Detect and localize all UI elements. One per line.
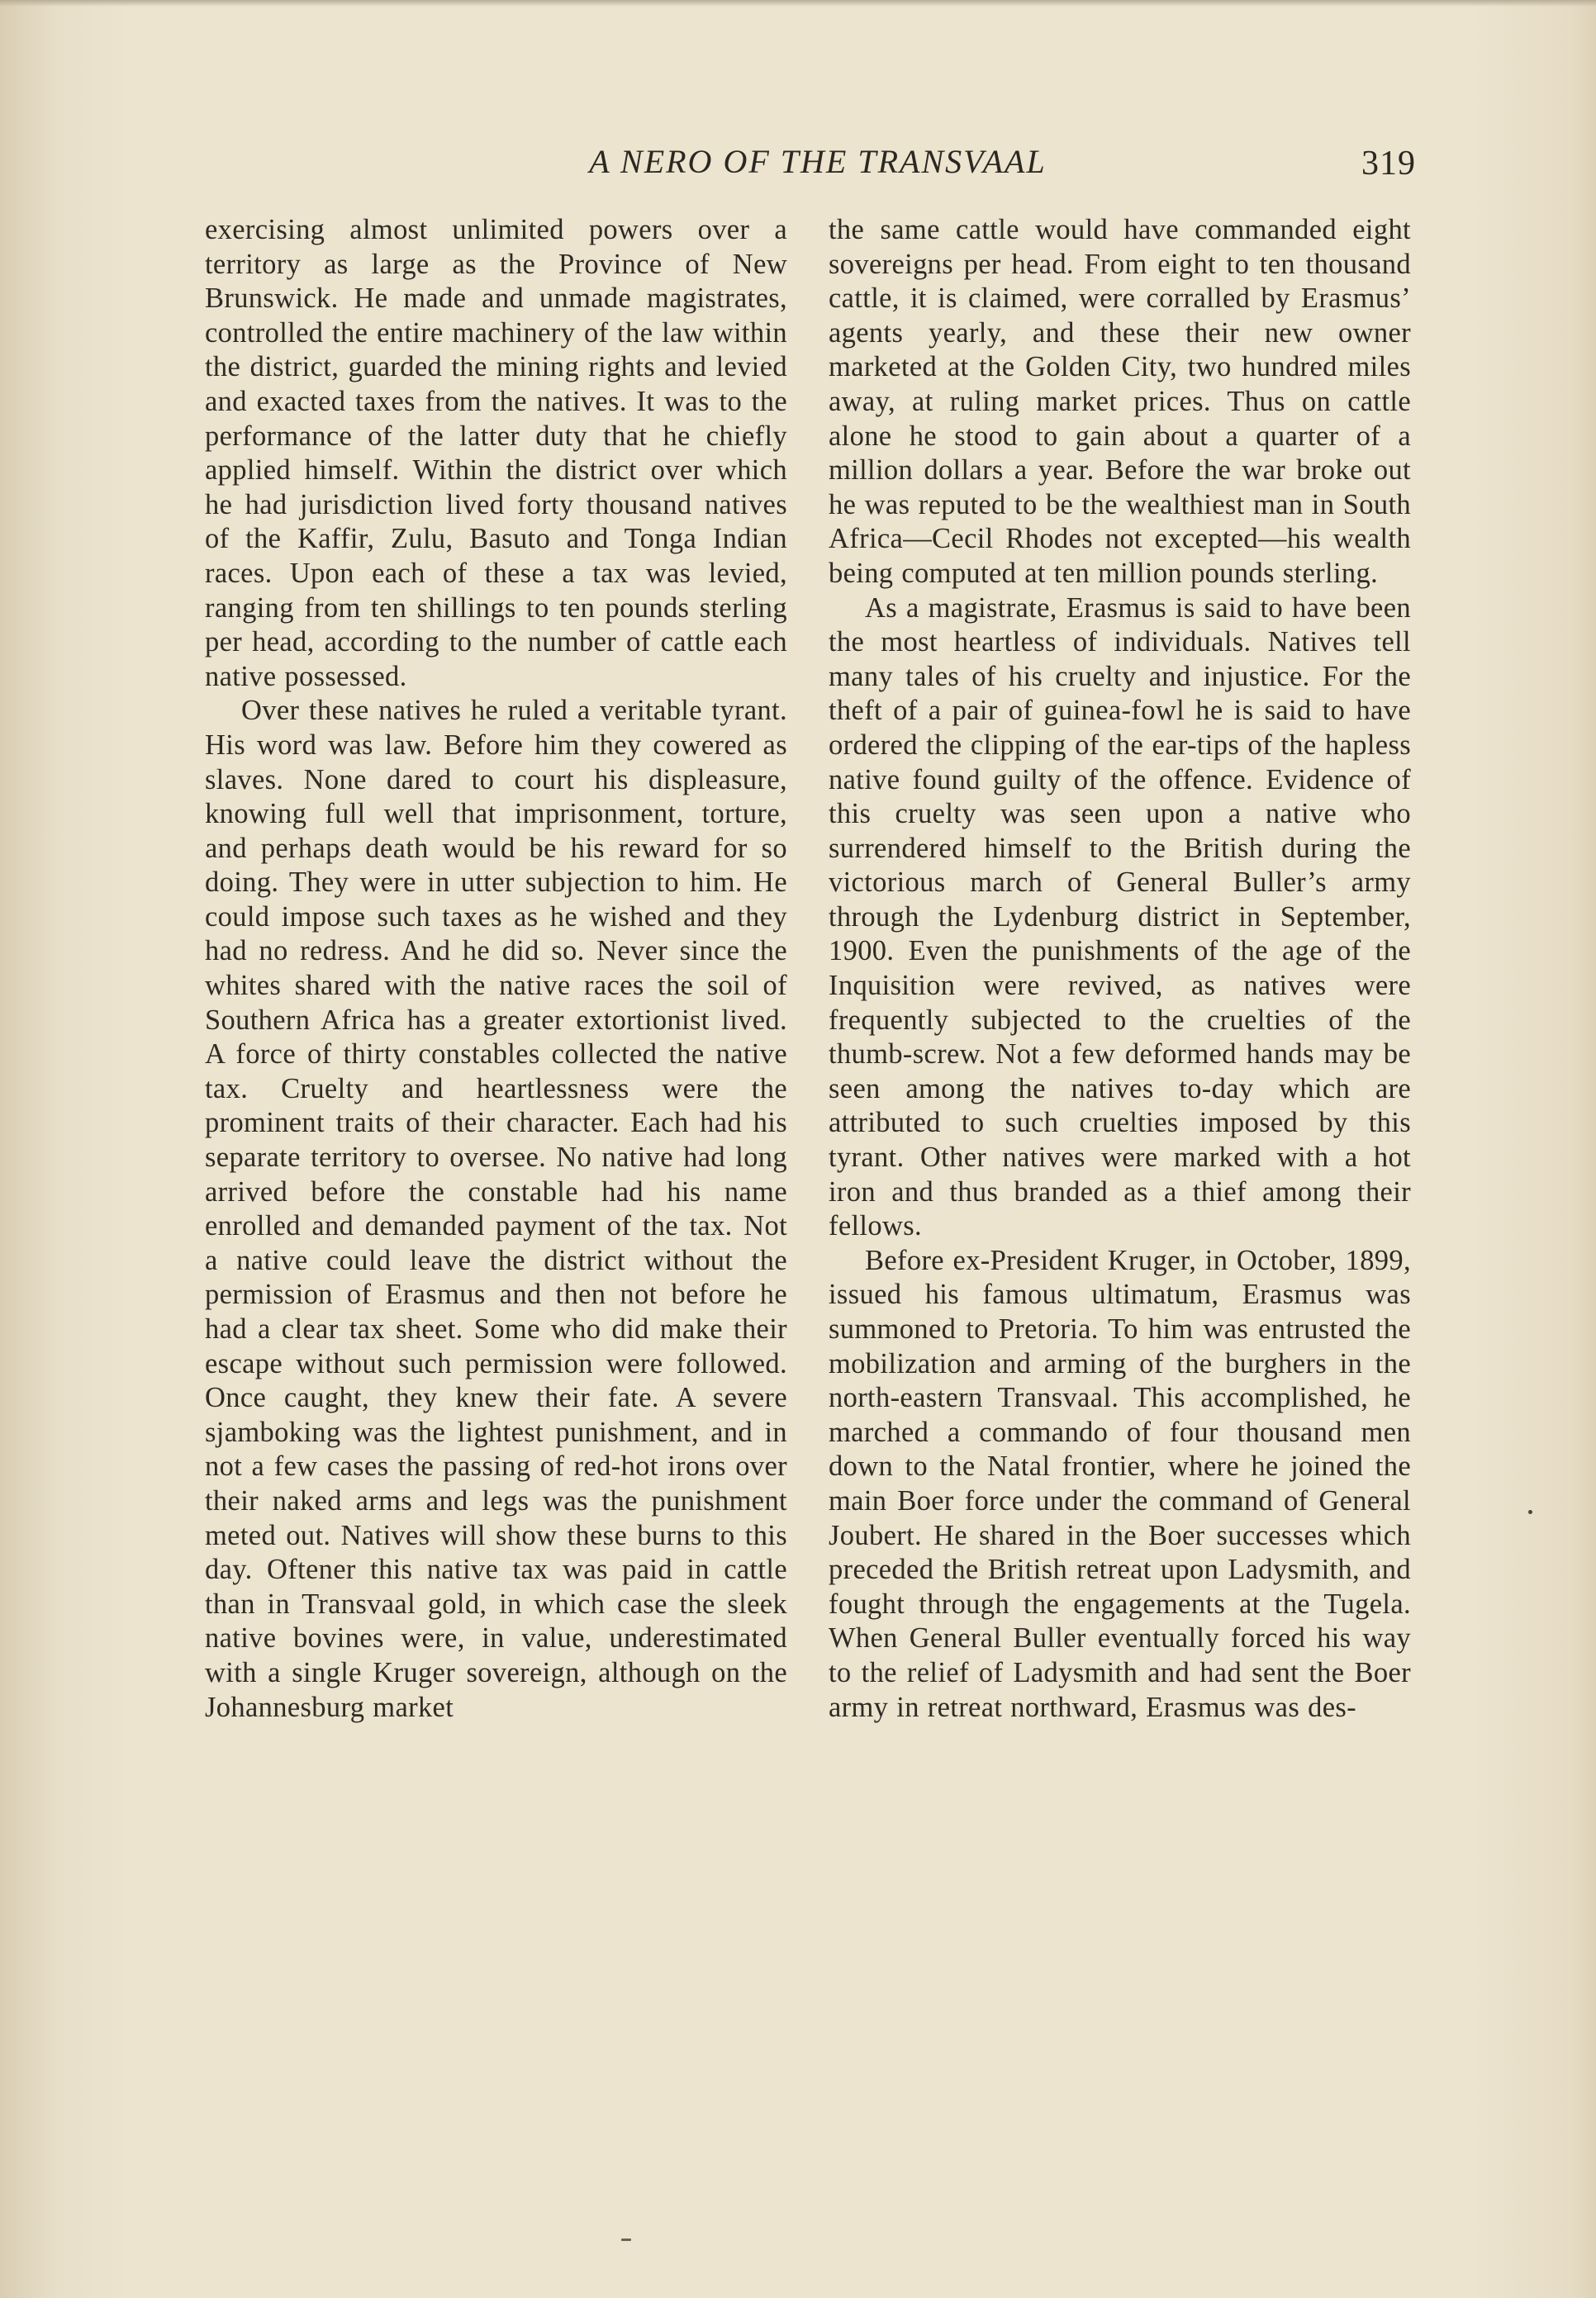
running-head xyxy=(198,139,1437,188)
paper-speck xyxy=(1528,1510,1532,1514)
paper-speck-dash xyxy=(621,2239,631,2241)
right-column xyxy=(829,213,1411,1725)
page-number: 319 xyxy=(1361,145,1416,183)
left-column xyxy=(205,213,787,1725)
paragraph-right-1: the same cattle would have commanded eight sovereigns per head. From eight to ten thousand cattle, it is claimed, were corralled by Erasmus’ agents yearly, and these their new owner marketed at the Golden City, two hundred miles away, at ruling market prices. Thus on cattle alone he stood to gain about a quarter of a million dollars a year. Before the war broke out he was reputed to be the wealthiest man in South Africa—Cecil Rhodes not excepted—his wealth being computed at ten million pounds sterling. xyxy=(829,214,1411,589)
page-edge xyxy=(0,0,1596,7)
paragraph-right-2: As a magistrate, Erasmus is said to have been the most heartless of individuals. Natives tell many tales of his cruelty and injustice. For the theft of a pair of guinea-fowl he is said to have ordered the clipping of the ear-tips of the hapless native found guilty of the offence. Evidence of this cruelty was seen upon a native who surrendered himself to the British during the victorious march of General Buller’s army through the Lydenburg district in September, 1900. Even the punishments of the age of the Inquisition were revived, as natives were frequently subjected to the cruelties of the thumb-screw. Not a few deformed hands may be seen among the natives to-day which are attributed to such cruelties imposed by this tyrant. Other natives were marked with a hot iron and thus branded as a thief among their fellows. xyxy=(829,591,1411,1242)
running-title: A NERO OF THE TRANSVAAL xyxy=(589,143,1047,180)
paragraph-right-3: Before ex-President Kruger, in October, 1899, issued his famous ultimatum, Erasmus was summoned to Pretoria. To him was entrusted the mobilization and arming of the burghers in the north-eastern Transvaal. This accomplished, he marched a commando of four thousand men down to the Natal frontier, where he joined the main Boer force under the command of General Joubert. He shared in the Boer successes which preceded the British retreat upon Ladysmith, and fought through the engagements at the Tugela. When General Buller eventually forced his way to the relief of Ladysmith and had sent the Boer army in retreat northward, Erasmus was des- xyxy=(829,1244,1411,1723)
paragraph-left-2: Over these natives he ruled a veritable tyrant. His word was law. Before him they cowered as slaves. None dared to court his displeasure, knowing full well that imprisonment, torture, and perhaps death would be his reward for so doing. They were in utter subjection to him. He could impose such taxes as he wished and they had no redress. And he did so. Never since the whites shared with the native races the soil of Southern Africa has a greater extortionist lived. A force of thirty constables collected the native tax. Cruelty and heartlessness were the prominent traits of their character. Each had his separate territory to oversee. No native had long arrived before the constable had his name enrolled and demanded payment of the tax. Not a native could leave the district without the permission of Erasmus and then not before he had a clear tax sheet. Some who did make their escape without such permission were followed. Once caught, they knew their fate. A severe sjamboking was the lightest punishment, and in not a few cases the passing of red-hot irons over their naked arms and legs was the punishment meted out. Natives will show these burns to this day. Oftener this native tax was paid in cattle than in Transvaal gold, in which case the sleek native bovines were, in value, underestimated with a single Kruger sovereign, although on the Johannesburg market xyxy=(205,695,787,1723)
paragraph-left-1: exercising almost unlimited powers over a territory as large as the Province of New Brunswick. He made and unmade magistrates, controlled the entire machinery of the law within the district, guarded the mining rights and levied and exacted taxes from the natives. It was to the performance of the latter duty that he chiefly applied himself. Within the district over which he had jurisdiction lived forty thousand natives of the Kaffir, Zulu, Basuto and Tonga Indian races. Upon each of these a tax was levied, ranging from ten shillings to ten pounds sterling per head, according to the number of cattle each native possessed. xyxy=(205,214,787,692)
